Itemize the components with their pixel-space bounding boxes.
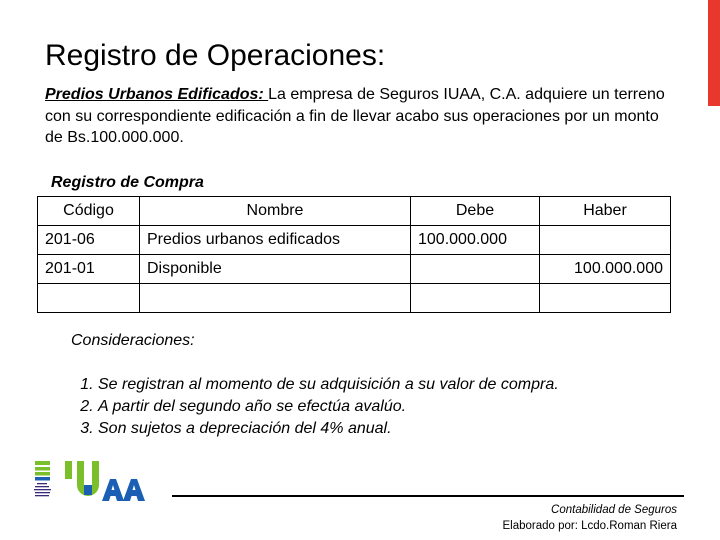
cell-nombre	[140, 284, 411, 313]
intro-text: La empresa de Seguros IUAA, C.A. adquiere un terreno con su correspondiente edificación a fin de llevar acabo sus operaciones por un monto de Bs.100.000.000.	[45, 86, 665, 146]
table-row	[38, 226, 671, 255]
header-debe: Debe	[411, 197, 540, 226]
footer-author: Elaborado por: Lcdo.Roman Riera	[502, 520, 677, 532]
list-item: 1. Se registran al momento de su adquisición a su valor de compra.	[98, 374, 559, 396]
iuaa-logo	[20, 445, 146, 517]
cell-codigo	[38, 284, 140, 313]
consideraciones-title: Consideraciones:	[71, 332, 195, 349]
list-item: 3. Son sujetos a depreciación del 4% anual.	[98, 418, 559, 440]
footer-course: Contabilidad de Seguros	[551, 504, 677, 516]
registro-compra-label: Registro de Compra	[51, 174, 204, 191]
consideraciones-list	[71, 374, 559, 440]
cell-codigo: 201-06	[38, 226, 140, 255]
cell-haber: 100.000.000	[540, 255, 671, 284]
header-nombre: Nombre	[140, 197, 411, 226]
table-header-row	[38, 197, 671, 226]
cell-nombre: Predios urbanos edificados	[140, 226, 411, 255]
cell-codigo: 201-01	[38, 255, 140, 284]
table-row	[38, 255, 671, 284]
footer-credits	[502, 502, 677, 534]
iuaa-logo-icon	[20, 445, 146, 517]
cell-haber	[540, 226, 671, 255]
signature-divider	[172, 495, 684, 497]
cell-debe: 100.000.000	[411, 226, 540, 255]
list-item: 2. A partir del segundo año se efectúa avalúo.	[98, 396, 559, 418]
intro-label: Predios Urbanos Edificados:	[45, 86, 269, 103]
intro-paragraph	[45, 84, 665, 149]
header-codigo: Código	[38, 197, 140, 226]
cell-haber	[540, 284, 671, 313]
slide-title: Registro de Operaciones:	[45, 39, 386, 72]
cell-debe	[411, 255, 540, 284]
cell-debe	[411, 284, 540, 313]
journal-entry-table	[37, 196, 671, 313]
cell-nombre: Disponible	[140, 255, 411, 284]
header-haber: Haber	[540, 197, 671, 226]
table-row	[38, 284, 671, 313]
accent-bar	[708, 0, 720, 106]
